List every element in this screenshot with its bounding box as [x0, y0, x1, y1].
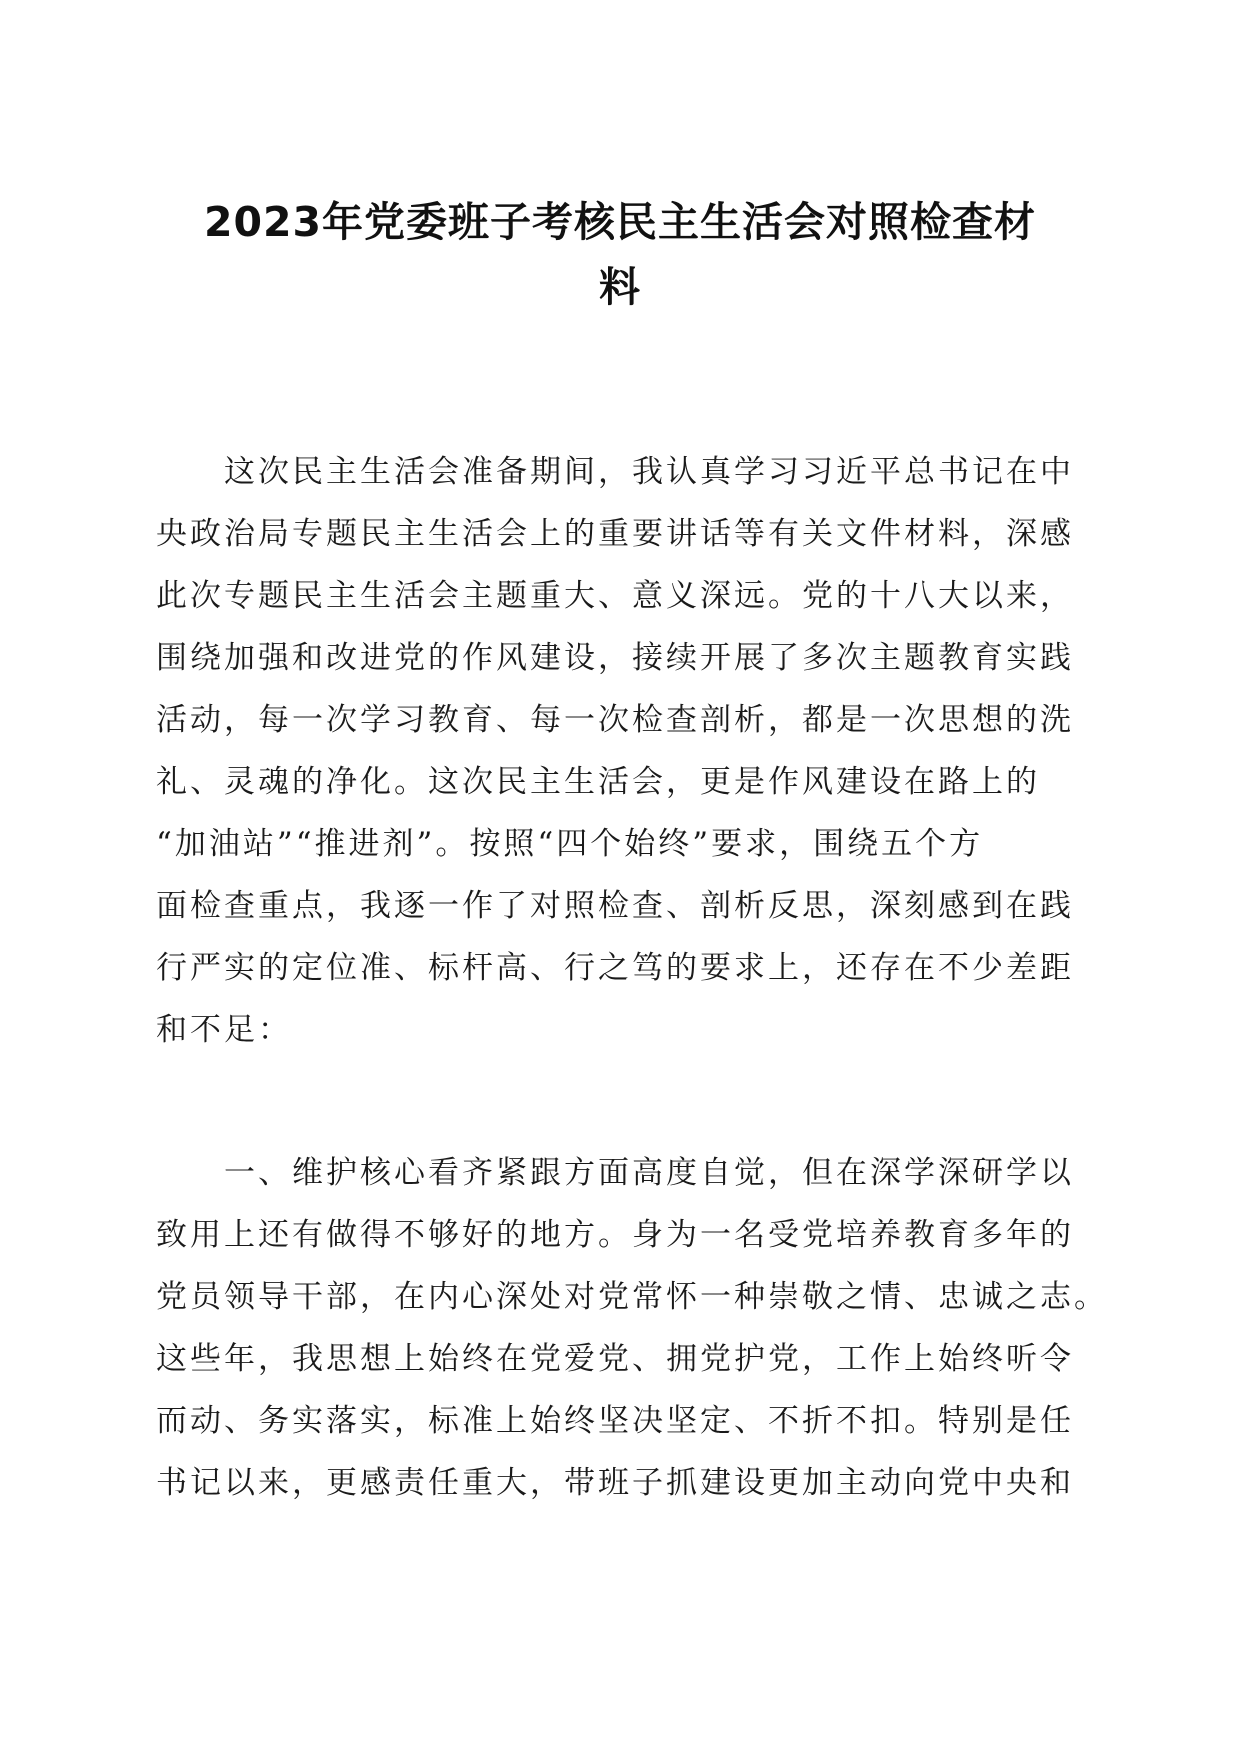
paragraph-line: 这些年，我思想上始终在党爱党、拥党护党，工作上始终听令 [156, 1341, 1074, 1377]
title-line: 2023年党委班子考核民主生活会对照检查材 [203, 198, 1037, 246]
paragraph-line: “加油站”“推进剂”。按照“四个始终”要求，围绕五个方 [156, 826, 984, 862]
paragraph-line: 这次民主生活会准备期间，我认真学习习近平总书记在中 [224, 454, 1074, 490]
paragraph-line: 致用上还有做得不够好的地方。身为一名受党培养教育多年的 [156, 1217, 1074, 1253]
paragraph-line: 此次专题民主生活会主题重大、意义深远。党的十八大以来， [156, 578, 1074, 614]
title-line: 料 [599, 263, 641, 311]
paragraph-line: 活动，每一次学习教育、每一次检查剖析，都是一次思想的洗 [156, 702, 1074, 738]
paragraph-line: 行严实的定位准、标杆高、行之笃的要求上，还存在不少差距 [156, 950, 1074, 986]
body-paragraph-section-one [156, 1142, 1108, 1514]
paragraph-line: 而动、务实落实，标准上始终坚决坚定、不折不扣。特别是任 [156, 1403, 1074, 1439]
paragraph-line: 面检查重点，我逐一作了对照检查、剖析反思，深刻感到在践 [156, 888, 1074, 924]
paragraph-line: 礼、灵魂的净化。这次民主生活会，更是作风建设在路上的 [156, 764, 1040, 800]
paragraph-line: 围绕加强和改进党的作风建设，接续开展了多次主题教育实践 [156, 640, 1074, 676]
paragraph-line: 和不足： [156, 1012, 292, 1048]
paragraph-line: 书记以来，更感责任重大，带班子抓建设更加主动向党中央和 [156, 1465, 1074, 1501]
paragraph-line: 一、维护核心看齐紧跟方面高度自觉，但在深学深研学以 [224, 1155, 1074, 1191]
paragraph-line: 央政治局专题民主生活会上的重要讲话等有关文件材料，深感 [156, 516, 1074, 552]
document-title [150, 190, 1090, 320]
paragraph-line: 党员领导干部，在内心深处对党常怀一种崇敬之情、忠诚之志。 [156, 1279, 1108, 1315]
body-paragraph-intro [156, 441, 1086, 1061]
